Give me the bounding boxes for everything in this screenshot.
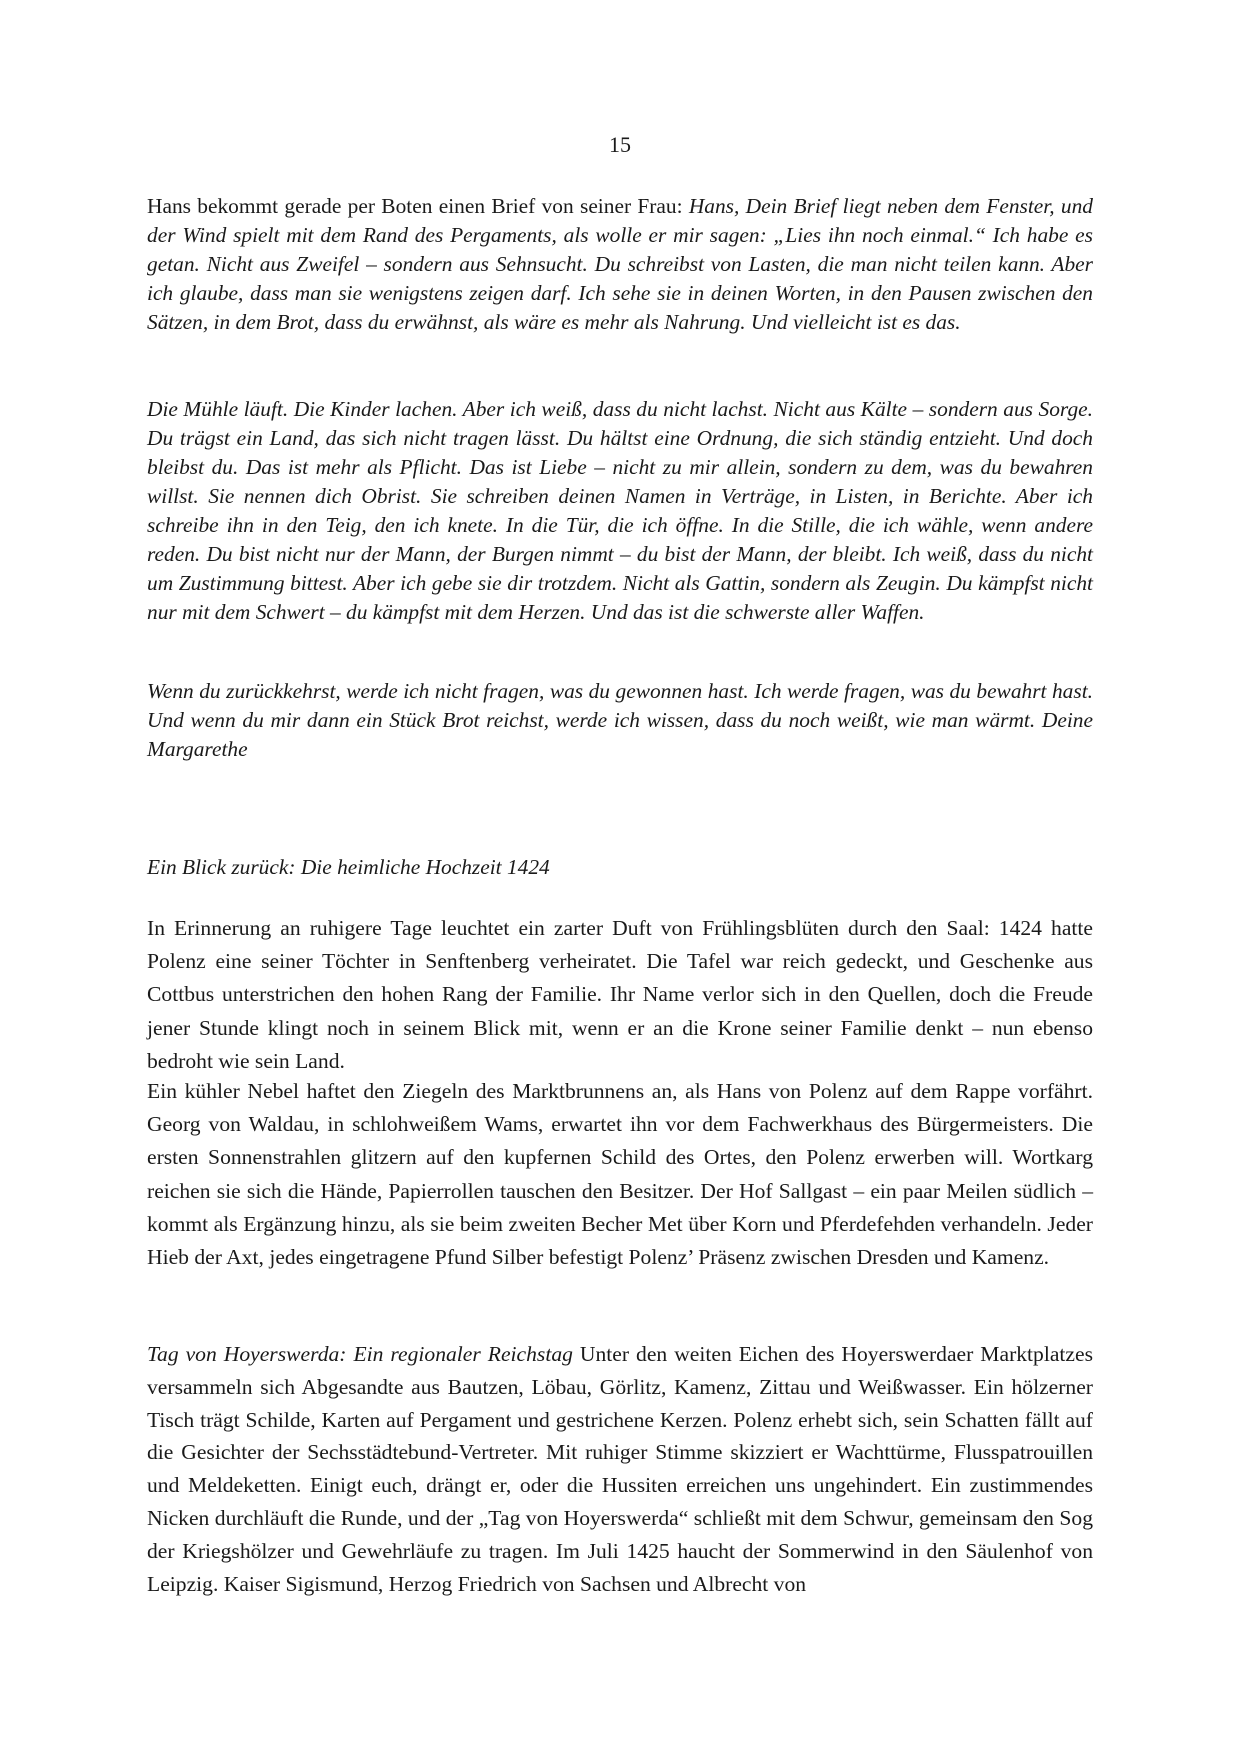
section-paragraph-3 [147, 1338, 1093, 1600]
letter-text-1: Hans, Dein Brief liegt neben dem Fenster, und der Wind spielt mit dem Rand des Pergaments, als wolle er mir sagen: „Lies ihn noch einmal.“ Ich habe es getan. Nicht aus Zweifel – sondern aus Sehnsucht. Du schreibst von Lasten, die man nicht teilen kann. Aber ich glaube, dass man sie wenigstens zeigen darf. Ich sehe sie in deinen Worten, in den Pausen zwischen den Sätzen, in dem Brot, dass du erwähnst, als wäre es mehr als Nahrung. Und vielleicht ist es das. [147, 194, 1093, 334]
section-text-1: In Erinnerung an ruhigere Tage leuchtet ein zarter Duft von Frühlingsblüten durch den Saal: 1424 hatte Polenz eine seiner Töchter in Senftenberg verheiratet. Die Tafel war reich gedeckt, und Geschenke aus Cottbus unterstrichen den hohen Rang der Familie. Ihr Name verlor sich in den Quellen, doch die Freude jener Stunde klingt noch in seinem Blick mit, wenn er an die Krone seiner Familie denkt – nun ebenso bedroht wie sein Land. [147, 916, 1093, 1073]
letter-text-2: Die Mühle läuft. Die Kinder lachen. Aber ich weiß, dass du nicht lachst. Nicht aus Kälte – sondern aus Sorge. Du trägst ein Land, das sich nicht tragen lässt. Du hältst eine Ordnung, die sich ständig entzieht. Und doch bleibst du. Das ist mehr als Pflicht. Das ist Liebe – nicht zu mir allein, sondern zu dem, was du bewahren willst. Sie nennen dich Obrist. Sie schreiben deinen Namen in Verträge, in Listen, in Berichte. Aber ich schreibe ihn in den Teig, den ich knete. In die Tür, die ich öffne. In die Stille, die ich wähle, wenn andere reden. Du bist nicht nur der Mann, der Burgen nimmt – du bist der Mann, der bleibt. Ich weiß, dass du nicht um Zustimmung bittest. Aber ich gebe sie dir trotzdem. Nicht als Gattin, sondern als Zeugin. Du kämpfst nicht nur mit dem Schwert – du kämpfst mit dem Herzen. Und das ist die schwerste aller Waffen. [147, 397, 1093, 624]
letter-paragraph-1 [147, 192, 1093, 337]
page-number: 15 [609, 132, 631, 157]
section-heading-block [147, 853, 1093, 882]
section-paragraph-2 [147, 1075, 1093, 1274]
section-subtitle: Tag von Hoyerswerda: Ein regionaler Reichstag [147, 1342, 573, 1366]
section-paragraph-1 [147, 912, 1093, 1078]
letter-text-3: Wenn du zurückkehrst, werde ich nicht fragen, was du gewonnen hast. Ich werde fragen, was du bewahrt hast. Und wenn du mir dann ein Stück Brot reichst, werde ich wissen, dass du noch weißt, wie man wärmt. Deine Margarethe [147, 679, 1093, 761]
section-heading: Ein Blick zurück: Die heimliche Hochzeit 1424 [147, 855, 550, 879]
letter-paragraph-2 [147, 395, 1093, 627]
section-text-3: Unter den weiten Eichen des Hoyerswerdaer Marktplatzes versammeln sich Abgesandte aus Bautzen, Löbau, Görlitz, Kamenz, Zittau und Weißwasser. Ein hölzerner Tisch trägt Schilde, Karten auf Pergament und gestrichene Kerzen. Polenz erhebt sich, sein Schatten fällt auf die Gesichter der Sechsstädtebund-Vertreter. Mit ruhiger Stimme skizziert er Wachttürme, Flusspatrouillen und Meldeketten. Einigt euch, drängt er, oder die Hussiten erreichen uns ungehindert. Ein zustimmendes Nicken durchläuft die Runde, und der „Tag von Hoyerswerda“ schließt mit dem Schwur, gemeinsam den Sog der Kriegshölzer und Gewehrläufe zu tragen. Im Juli 1425 haucht der Sommerwind in den Säulenhof von Leipzig. Kaiser Sigismund, Herzog Friedrich von Sachsen und Albrecht von [147, 1342, 1094, 1596]
section-text-2: Ein kühler Nebel haftet den Ziegeln des Marktbrunnens an, als Hans von Polenz auf dem Rappe vorfährt. Georg von Waldau, in schlohweißem Wams, erwartet ihn vor dem Fachwerkhaus des Bürgermeisters. Die ersten Sonnenstrahlen glitzern auf den kupfernen Schild des Ortes, den Polenz erwerben will. Wortkarg reichen sie sich die Hände, Papierrollen tauschen den Besitzer. Der Hof Sallgast – ein paar Meilen südlich – kommt als Ergänzung hinzu, als sie beim zweiten Becher Met über Korn und Pferdefehden verhandeln. Jeder Hieb der Axt, jedes eingetragene Pfund Silber befestigt Polenz’ Präsenz zwischen Dresden und Kamenz. [147, 1079, 1093, 1270]
letter-intro: Hans bekommt gerade per Boten einen Brief von seiner Frau: [147, 194, 689, 218]
letter-paragraph-3 [147, 677, 1093, 764]
